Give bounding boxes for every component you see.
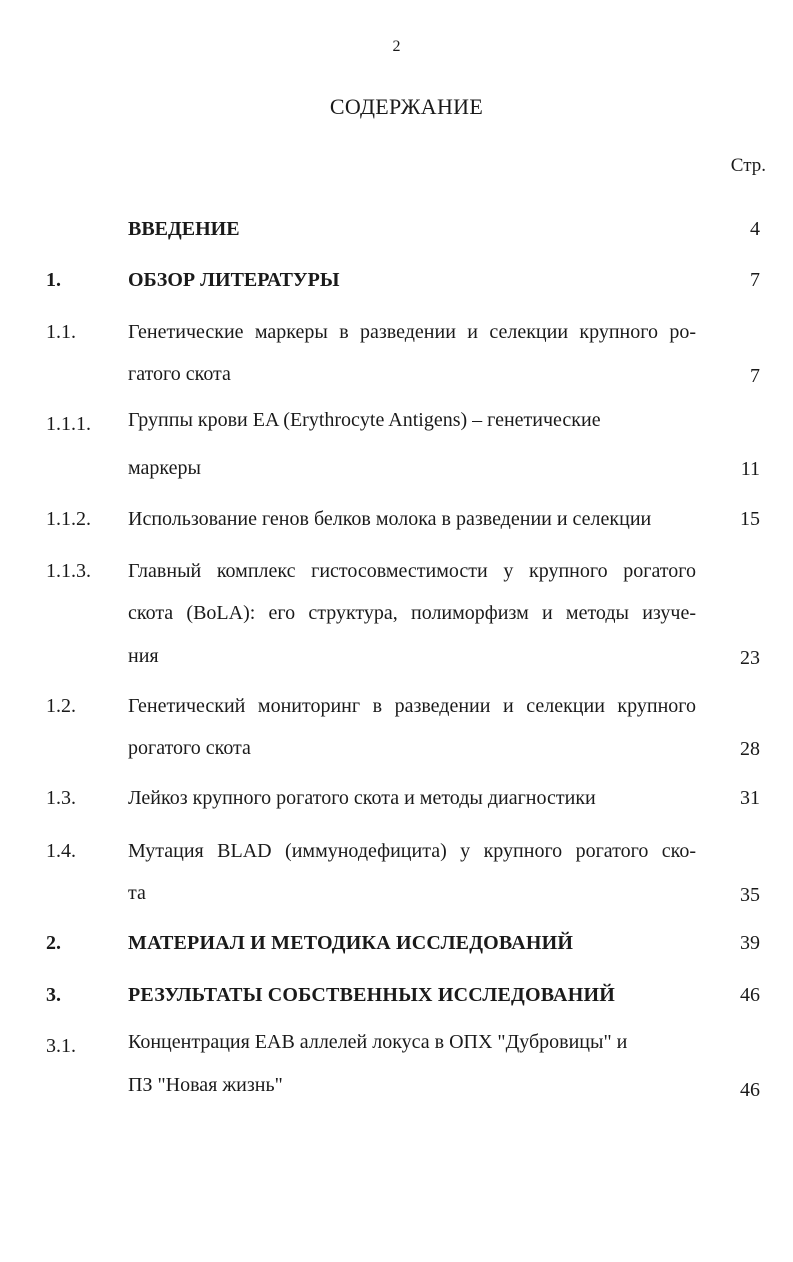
toc-entry-number: 2.	[46, 932, 61, 954]
toc-entry-number: 3.	[46, 984, 61, 1006]
toc-entry-page: 39	[740, 932, 760, 954]
toc-entry-title-line-2: рогатого скота	[128, 737, 251, 759]
toc-entry-page: 31	[740, 787, 760, 809]
toc-entry-title-line-2: ПЗ "Новая жизнь"	[128, 1074, 283, 1096]
toc-entry-title-line-2: маркеры	[128, 457, 201, 479]
toc-entry-number: 1.2.	[46, 695, 76, 717]
toc-entry-page: 46	[740, 1079, 760, 1101]
toc-entry-page: 11	[740, 458, 760, 480]
toc-entry-number: 1.4.	[46, 840, 76, 862]
toc-entry-page: 28	[740, 738, 760, 760]
toc-entry-number: 1.1.2.	[46, 508, 91, 530]
toc-entry-title-line-1: Мутация BLAD (иммунодефицита) у крупного рогатого ско-	[128, 840, 696, 862]
toc-entry-title: ОБЗОР ЛИТЕРАТУРЫ	[128, 269, 340, 291]
toc-entry-title: Использование генов белков молока в разведении и селекции	[128, 508, 652, 530]
page-number: 2	[392, 38, 401, 55]
toc-entry-page: 35	[740, 884, 760, 906]
toc-entry-title-line-1: Концентрация EAB аллелей локуса в ОПХ "Дубровицы" и	[128, 1031, 628, 1053]
toc-entry-page: 7	[750, 365, 760, 387]
toc-entry-title-line-1: Группы крови EA (Erythrocyte Antigens) – генетические	[128, 409, 601, 431]
toc-entry-title: Лейкоз крупного рогатого скота и методы диагностики	[128, 787, 596, 809]
toc-entry-title-line-2: та	[128, 882, 146, 904]
toc-entry-page: 23	[740, 647, 760, 669]
toc-entry-title: РЕЗУЛЬТАТЫ СОБСТВЕННЫХ ИССЛЕДОВАНИЙ	[128, 984, 615, 1006]
toc-entry-title-line-2: скота (BoLA): его структура, полиморфизм и методы изуче-	[128, 602, 696, 624]
toc-entry-page: 7	[750, 269, 760, 291]
toc-entry-title-line-1: Генетические маркеры в разведении и селекции крупного ро-	[128, 321, 696, 343]
toc-entry-number: 1.	[46, 269, 61, 291]
toc-entry-title: МАТЕРИАЛ И МЕТОДИКА ИССЛЕДОВАНИЙ	[128, 932, 574, 954]
toc-entry-title-line-2: гатого скота	[128, 363, 231, 385]
toc-entry-page: 46	[740, 984, 760, 1006]
toc-entry-number: 3.1.	[46, 1035, 76, 1057]
toc-entry-number: 1.1.1.	[46, 413, 91, 435]
toc-entry-number: 1.1.	[46, 321, 76, 343]
toc-entry-title-line-3: ния	[128, 645, 159, 667]
toc-entry-number: 1.1.3.	[46, 560, 91, 582]
toc-entry-title: ВВЕДЕНИЕ	[128, 218, 240, 240]
page-title: СОДЕРЖАНИЕ	[329, 94, 484, 119]
toc-entry-page: 15	[740, 508, 760, 530]
toc-entry-title-line-1: Главный комплекс гистосовместимости у крупного рогатого	[128, 560, 696, 582]
toc-entry-title-line-1: Генетический мониторинг в разведении и селекции крупного	[128, 695, 696, 717]
page-column-label: Стр.	[730, 155, 766, 176]
toc-entry-number: 1.3.	[46, 787, 76, 809]
toc-entry-page: 4	[750, 218, 760, 240]
